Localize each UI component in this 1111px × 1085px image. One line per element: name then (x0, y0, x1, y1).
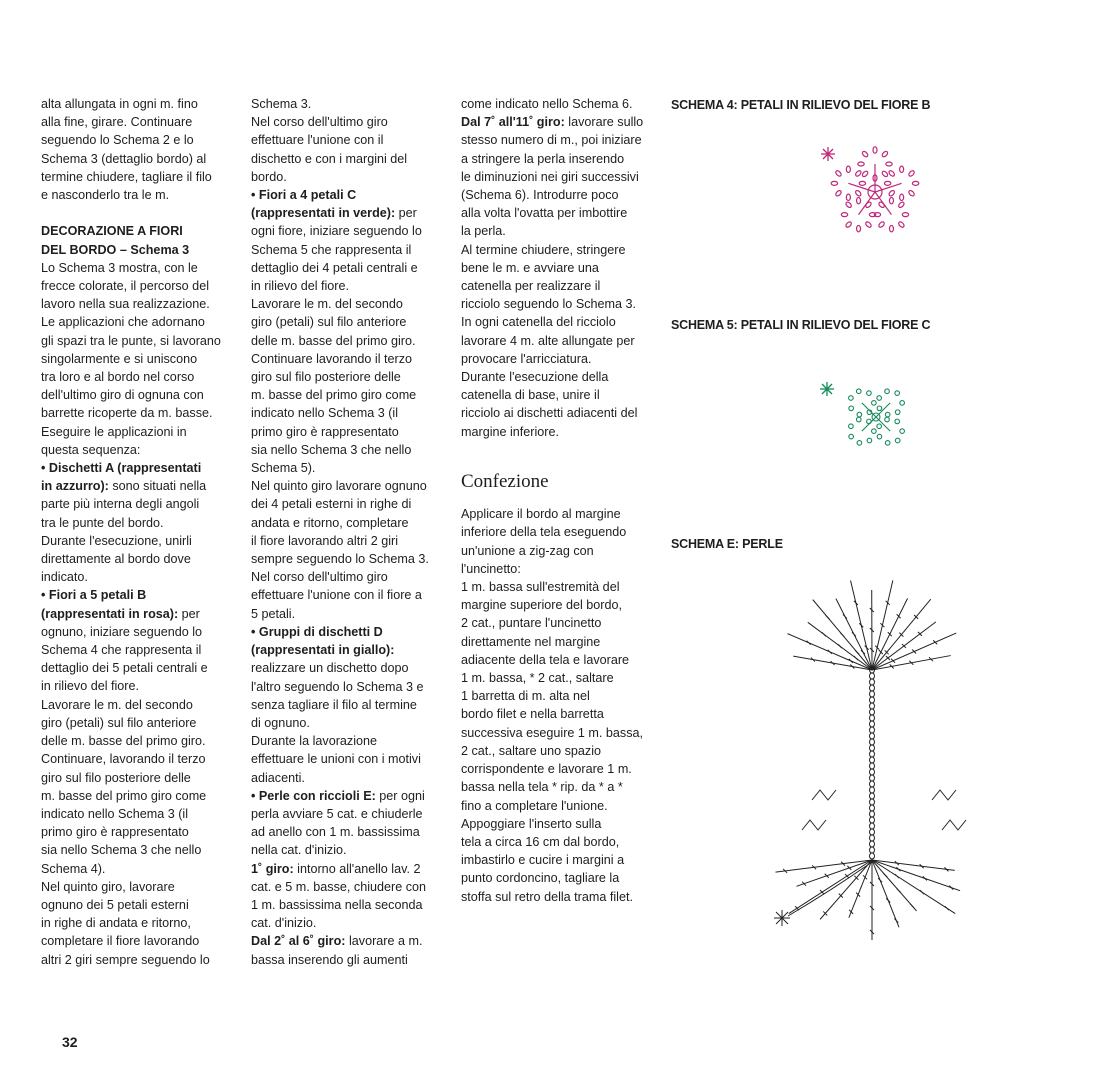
text-line: perla avviare 5 cat. e chiuderle (251, 806, 423, 821)
text-line: Schema 5 che rappresenta il (251, 242, 412, 257)
text-line: singolarmente e si uniscono (41, 351, 198, 366)
text-column-3 (461, 95, 656, 906)
text-line: tra le punte del bordo. (41, 515, 164, 530)
text-line: provocare l'arricciatura. (461, 351, 592, 366)
text-column-1 (41, 95, 231, 969)
text-line: e nasconderlo tra le m. (41, 188, 170, 203)
page-number: 32 (62, 1034, 78, 1050)
bullet-line: Dal 2˚ al 6˚ giro: lavorare a m. (251, 934, 423, 949)
text-line: Schema 4). (41, 861, 106, 876)
text-line: Durante l'esecuzione della (461, 370, 609, 385)
text-line: 5 petali. (251, 606, 296, 621)
text-line: effettuare l'unione con il (251, 133, 384, 148)
text-line: sempre seguendo lo Schema 3. (251, 552, 429, 567)
text-line: cat. d'inizio. (251, 916, 317, 931)
text-line: andata e ritorno, completare (251, 515, 409, 530)
text-line: cat. e 5 m. basse, chiudere con (251, 879, 427, 894)
text-line: Continuare lavorando il terzo (251, 351, 413, 366)
text-line: catenella di base, unire il (461, 388, 600, 403)
text-line: Nel quinto giro lavorare ognuno (251, 479, 427, 494)
bullet-title: (rappresentati in giallo): (251, 643, 395, 658)
text-line: barrette ricoperte da m. basse. (41, 406, 213, 421)
schema-e-title: SCHEMA E: PERLE (671, 537, 783, 551)
text-line: 1 m. bassissima nella seconda (251, 897, 423, 912)
bullet-line: • Perle con riccioli E: per ogni (251, 788, 425, 803)
text-line: direttamente al bordo dove (41, 552, 191, 567)
bullet-title: • Fiori a 5 petali B (41, 588, 147, 603)
text-line: Le applicazioni che adornano (41, 315, 205, 330)
text-line: Lavorare le m. del secondo (251, 297, 403, 312)
text-line: 1 barretta di m. alta nel (461, 689, 590, 704)
text-line: frecce colorate, il percorso del (41, 279, 209, 294)
text-line: dischetto e con i margini del (251, 151, 408, 166)
text-line: inferiore della tela eseguendo (461, 525, 627, 540)
text-line: 2 cat., saltare uno spazio (461, 743, 602, 758)
text-line: Nel corso dell'ultimo giro (251, 570, 388, 585)
text-line: in rilievo del fiore. (251, 279, 349, 294)
text-line: dei 4 petali esterni in righe di (251, 497, 412, 512)
text-line: realizzare un dischetto dopo (251, 661, 409, 676)
text-column-2 (251, 95, 446, 969)
text-line: questa sequenza: (41, 442, 141, 457)
text-line: a stringere la perla inserendo (461, 151, 625, 166)
text-line: effettuare le unioni con i motivi (251, 752, 421, 767)
text-line: (Schema 6). Introdurre poco (461, 188, 619, 203)
text-line: ricciolo seguendo lo Schema 3. (461, 297, 637, 312)
text-line: primo giro è rappresentato (41, 825, 189, 840)
text-line: adiacente della tela e lavorare (461, 652, 630, 667)
text-line: Schema 5). (251, 461, 316, 476)
text-line: bordo filet e nella barretta (461, 707, 604, 722)
text-line: seguendo lo Schema 2 e lo (41, 133, 194, 148)
text-line: alla volta l'ovatta per imbottire (461, 206, 628, 221)
text-line: di ognuno. (251, 715, 310, 730)
text-line: altri 2 giri sempre seguendo lo (41, 952, 210, 967)
text-line: delle m. basse del primo giro. (41, 734, 206, 749)
text-line: ognuno dei 5 petali esterni (41, 897, 189, 912)
bullet-title: • Gruppi di dischetti D (251, 624, 383, 639)
text-line: Nel quinto giro, lavorare (41, 879, 175, 894)
text-line: corrispondente e lavorare 1 m. (461, 762, 632, 777)
text-line: Lo Schema 3 mostra, con le (41, 260, 198, 275)
text-line: lavoro nella sua realizzazione. (41, 297, 210, 312)
text-line: termine chiudere, tagliare il filo (41, 169, 212, 184)
text-line: Schema 4 che rappresenta il (41, 643, 202, 658)
text-line: margine inferiore. (461, 424, 559, 439)
text-line: 1 m. bassa, * 2 cat., saltare (461, 671, 614, 686)
text-line: delle m. basse del primo giro. (251, 333, 416, 348)
text-line: bordo. (251, 169, 287, 184)
text-line: come indicato nello Schema 6. (461, 97, 633, 111)
text-line: fino a completare l'unione. (461, 798, 608, 813)
text-line: la perla. (461, 224, 506, 239)
text-line: nella cat. d'inizio. (251, 843, 347, 858)
text-line: giro sul filo posteriore delle (41, 770, 191, 785)
text-line: indicato. (41, 570, 88, 585)
text-line: adiacenti. (251, 770, 305, 785)
text-line: tela a circa 16 cm dal bordo, (461, 834, 620, 849)
text-line: dettaglio dei 4 petali centrali e (251, 260, 418, 275)
text-line: Durante la lavorazione (251, 734, 378, 749)
text-line: margine superiore del bordo, (461, 598, 623, 613)
text-line: giro (petali) sul filo anteriore (41, 715, 197, 730)
text-line: senza tagliare il filo al termine (251, 697, 417, 712)
text-line: In ogni catenella del ricciolo (461, 315, 616, 330)
text-line: lavorare 4 m. alte allungate per (461, 333, 635, 348)
text-line: stesso numero di m., poi iniziare (461, 133, 642, 148)
text-line: m. basse del primo giro come (251, 388, 417, 403)
bullet-line: (rappresentati in rosa): per (41, 606, 200, 621)
text-line: Applicare il bordo al margine (461, 507, 621, 522)
text-line: bassa inserendo gli aumenti (251, 952, 408, 967)
text-line: Durante l'esecuzione, unirli (41, 533, 192, 548)
bullet-title: • Dischetti A (rappresentati (41, 461, 202, 476)
schema-4-title: SCHEMA 4: PETALI IN RILIEVO DEL FIORE B (671, 98, 931, 112)
text-line: tra loro e al bordo nel corso (41, 370, 195, 385)
section-heading-confezione: Confezione (461, 471, 549, 493)
text-line: ognuno, iniziare seguendo lo (41, 624, 203, 639)
text-line: Eseguire le applicazioni in (41, 424, 187, 439)
text-line: alla fine, girare. Continuare (41, 115, 193, 130)
text-line: Schema 3 (dettaglio bordo) al (41, 151, 207, 166)
text-line: Schema 3. (251, 97, 312, 111)
schema-5-diagram (818, 372, 918, 462)
text-line: gli spazi tra le punte, si lavorano (41, 333, 221, 348)
text-line: le diminuzioni nei giri successivi (461, 169, 639, 184)
text-line: primo giro è rappresentato (251, 424, 399, 439)
text-line: l'altro seguendo lo Schema 3 e (251, 679, 424, 694)
text-line: sia nello Schema 3 che nello (251, 442, 412, 457)
bullet-line: in azzurro): sono situati nella (41, 479, 207, 494)
text-line: 2 cat., puntare l'uncinetto (461, 616, 602, 631)
bullet-line: (rappresentati in verde): per (251, 206, 417, 221)
text-line: punto cordoncino, tagliare la (461, 871, 620, 886)
text-line: m. basse del primo giro come (41, 788, 207, 803)
text-line: completare il fiore lavorando (41, 934, 200, 949)
bullet-title: • Fiori a 4 petali C (251, 188, 357, 203)
text-line: ogni fiore, iniziare seguendo lo (251, 224, 422, 239)
text-line: effettuare l'unione con il fiore a (251, 588, 422, 603)
text-line: Al termine chiudere, stringere (461, 242, 626, 257)
text-line: parte più interna degli angoli (41, 497, 200, 512)
text-line: un'unione a zig-zag con (461, 543, 594, 558)
text-line: direttamente nel margine (461, 634, 601, 649)
schema-4-diagram (820, 140, 930, 240)
text-line: Lavorare le m. del secondo (41, 697, 193, 712)
schema-e-diagram (772, 570, 972, 950)
text-line: in righe di andata e ritorno, (41, 916, 191, 931)
text-line: dettaglio dei 5 petali centrali e (41, 661, 208, 676)
text-line: giro sul filo posteriore delle (251, 370, 401, 385)
text-line: l'uncinetto: (461, 561, 521, 576)
text-line: alta allungata in ogni m. fino (41, 97, 198, 111)
section-heading: DEL BORDO – Schema 3 (41, 242, 190, 257)
text-line: indicato nello Schema 3 (il (251, 406, 399, 421)
text-line: catenella per realizzare il (461, 279, 601, 294)
text-line: bassa nella tela * rip. da * a * (461, 780, 623, 795)
text-line: Nel corso dell'ultimo giro (251, 115, 388, 130)
text-line: imbastirlo e cucire i margini a (461, 853, 625, 868)
text-line: indicato nello Schema 3 (il (41, 806, 189, 821)
text-line: in rilievo del fiore. (41, 679, 139, 694)
text-line: Appoggiare l'inserto sulla (461, 816, 602, 831)
text-line: sia nello Schema 3 che nello (41, 843, 202, 858)
bullet-line: 1˚ giro: intorno all'anello lav. 2 (251, 861, 421, 876)
bullet-line: Dal 7˚ all'11˚ giro: lavorare sullo (461, 115, 644, 130)
text-line: il fiore lavorando altri 2 giri (251, 533, 398, 548)
schema-5-title: SCHEMA 5: PETALI IN RILIEVO DEL FIORE C (671, 318, 931, 332)
text-line: successiva eseguire 1 m. bassa, (461, 725, 643, 740)
text-line: giro (petali) sul filo anteriore (251, 315, 407, 330)
text-line: Continuare, lavorando il terzo (41, 752, 206, 767)
text-line: 1 m. bassa sull'estremità del (461, 580, 620, 595)
section-heading: DECORAZIONE A FIORI (41, 224, 183, 239)
text-line: ad anello con 1 m. bassissima (251, 825, 420, 840)
text-line: dell'ultimo giro di ognuna con (41, 388, 204, 403)
text-line: stoffa sul retro della trama filet. (461, 889, 633, 904)
text-line: bene le m. e avviare una (461, 260, 599, 275)
text-line: ricciolo ai dischetti adiacenti del (461, 406, 638, 421)
